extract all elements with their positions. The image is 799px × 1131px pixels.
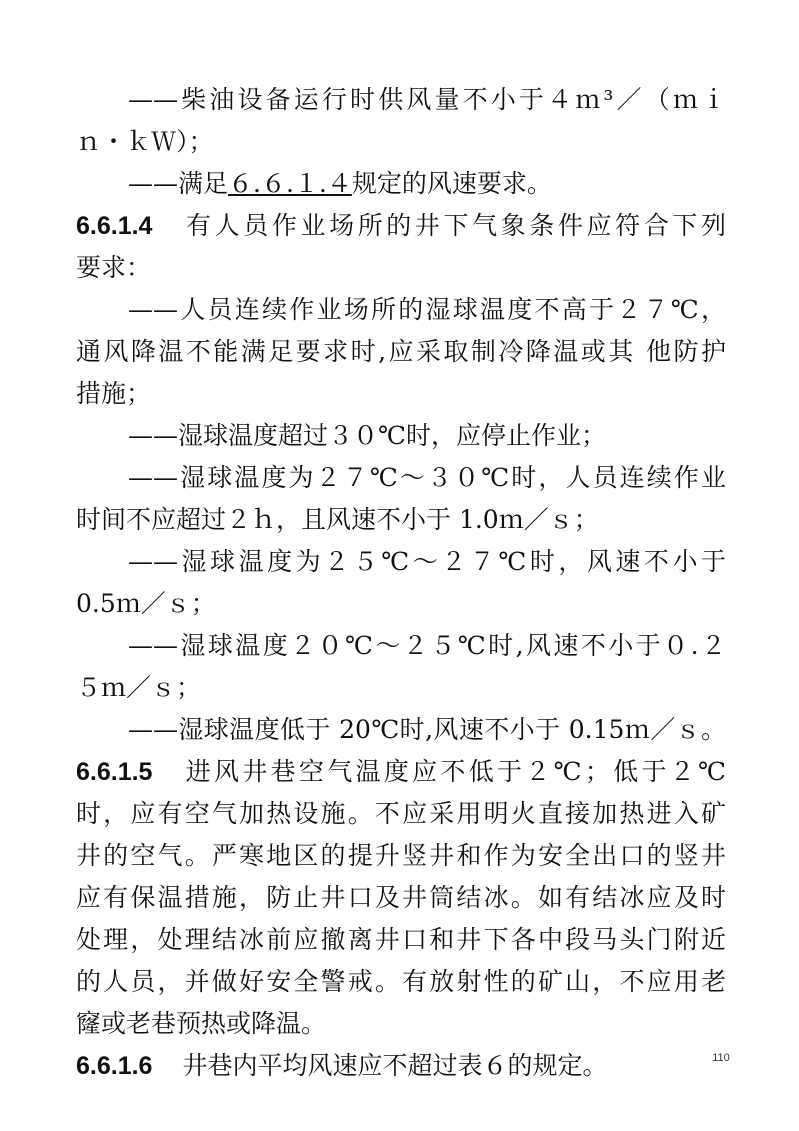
text-line: ——人员连续作业场所的湿球温度不高于２７℃，	[128, 295, 726, 324]
section-number: 6.6.1.4	[76, 212, 153, 240]
text-line: ——湿球温度２０℃～２５℃时,风速不小于０.２	[128, 631, 726, 660]
text-line: 0.5ｍ／ｓ；	[76, 589, 216, 618]
text-line: ｎ・ｋＷ）；	[76, 127, 214, 156]
section-line: 6.6.1.4 有人员作业场所的井下气象条件应符合下列	[76, 211, 726, 240]
text-line: ——柴油设备运行时供风量不小于４ｍ³／（ｍｉ	[128, 85, 726, 114]
section-reference: ６.６.１.４	[228, 169, 352, 198]
section-number: 6.6.1.6	[76, 1052, 153, 1080]
text-line: ——湿球温度超过３０℃时，应停止作业；	[128, 421, 606, 450]
section-line: 6.6.1.5 进风井巷空气温度应不低于２℃；低于２℃	[76, 757, 726, 786]
section-line: 6.6.1.6 井巷内平均风速应不超过表６的规定。	[76, 1051, 608, 1080]
text-line: 窿或老巷预热或降温。	[76, 1009, 327, 1038]
text-line: 的人员，并做好安全警戒。有放射性的矿山，不应用老	[76, 967, 726, 996]
text-line: ——满足６.６.１.４规定的风速要求。	[128, 169, 552, 198]
text-line: 处理，处理结冰前应撤离井口和井下各中段马头门附近	[76, 925, 726, 954]
text-line: 时间不应超过２ｈ，且风速不小于 1.0ｍ／ｓ；	[76, 505, 599, 534]
text-line: 时，应有空气加热设施。不应采用明火直接加热进入矿	[76, 799, 726, 828]
text-line: ——湿球温度低于 20℃时,风速不小于 0.15ｍ／ｓ。	[128, 715, 726, 744]
text-line: 通风降温不能满足要求时,应采取制冷降温或其 他防护	[76, 337, 726, 366]
page-number: 110	[712, 1052, 730, 1064]
text-line: 井的空气。严寒地区的提升竖井和作为安全出口的竖井	[76, 841, 726, 870]
text-line: ——湿球温度为２７℃～３０℃时，人员连续作业	[128, 463, 726, 492]
text-line: 要求：	[76, 253, 152, 282]
text-line: ５ｍ／ｓ；	[76, 673, 202, 702]
section-number: 6.6.1.5	[76, 758, 153, 786]
text-line: 措施；	[76, 379, 152, 408]
text-line: ——湿球温度为２５℃～２７℃时，风速不小于	[128, 547, 726, 576]
text-line: 应有保温措施，防止井口及井筒结冰。如有结冰应及时	[76, 883, 726, 912]
